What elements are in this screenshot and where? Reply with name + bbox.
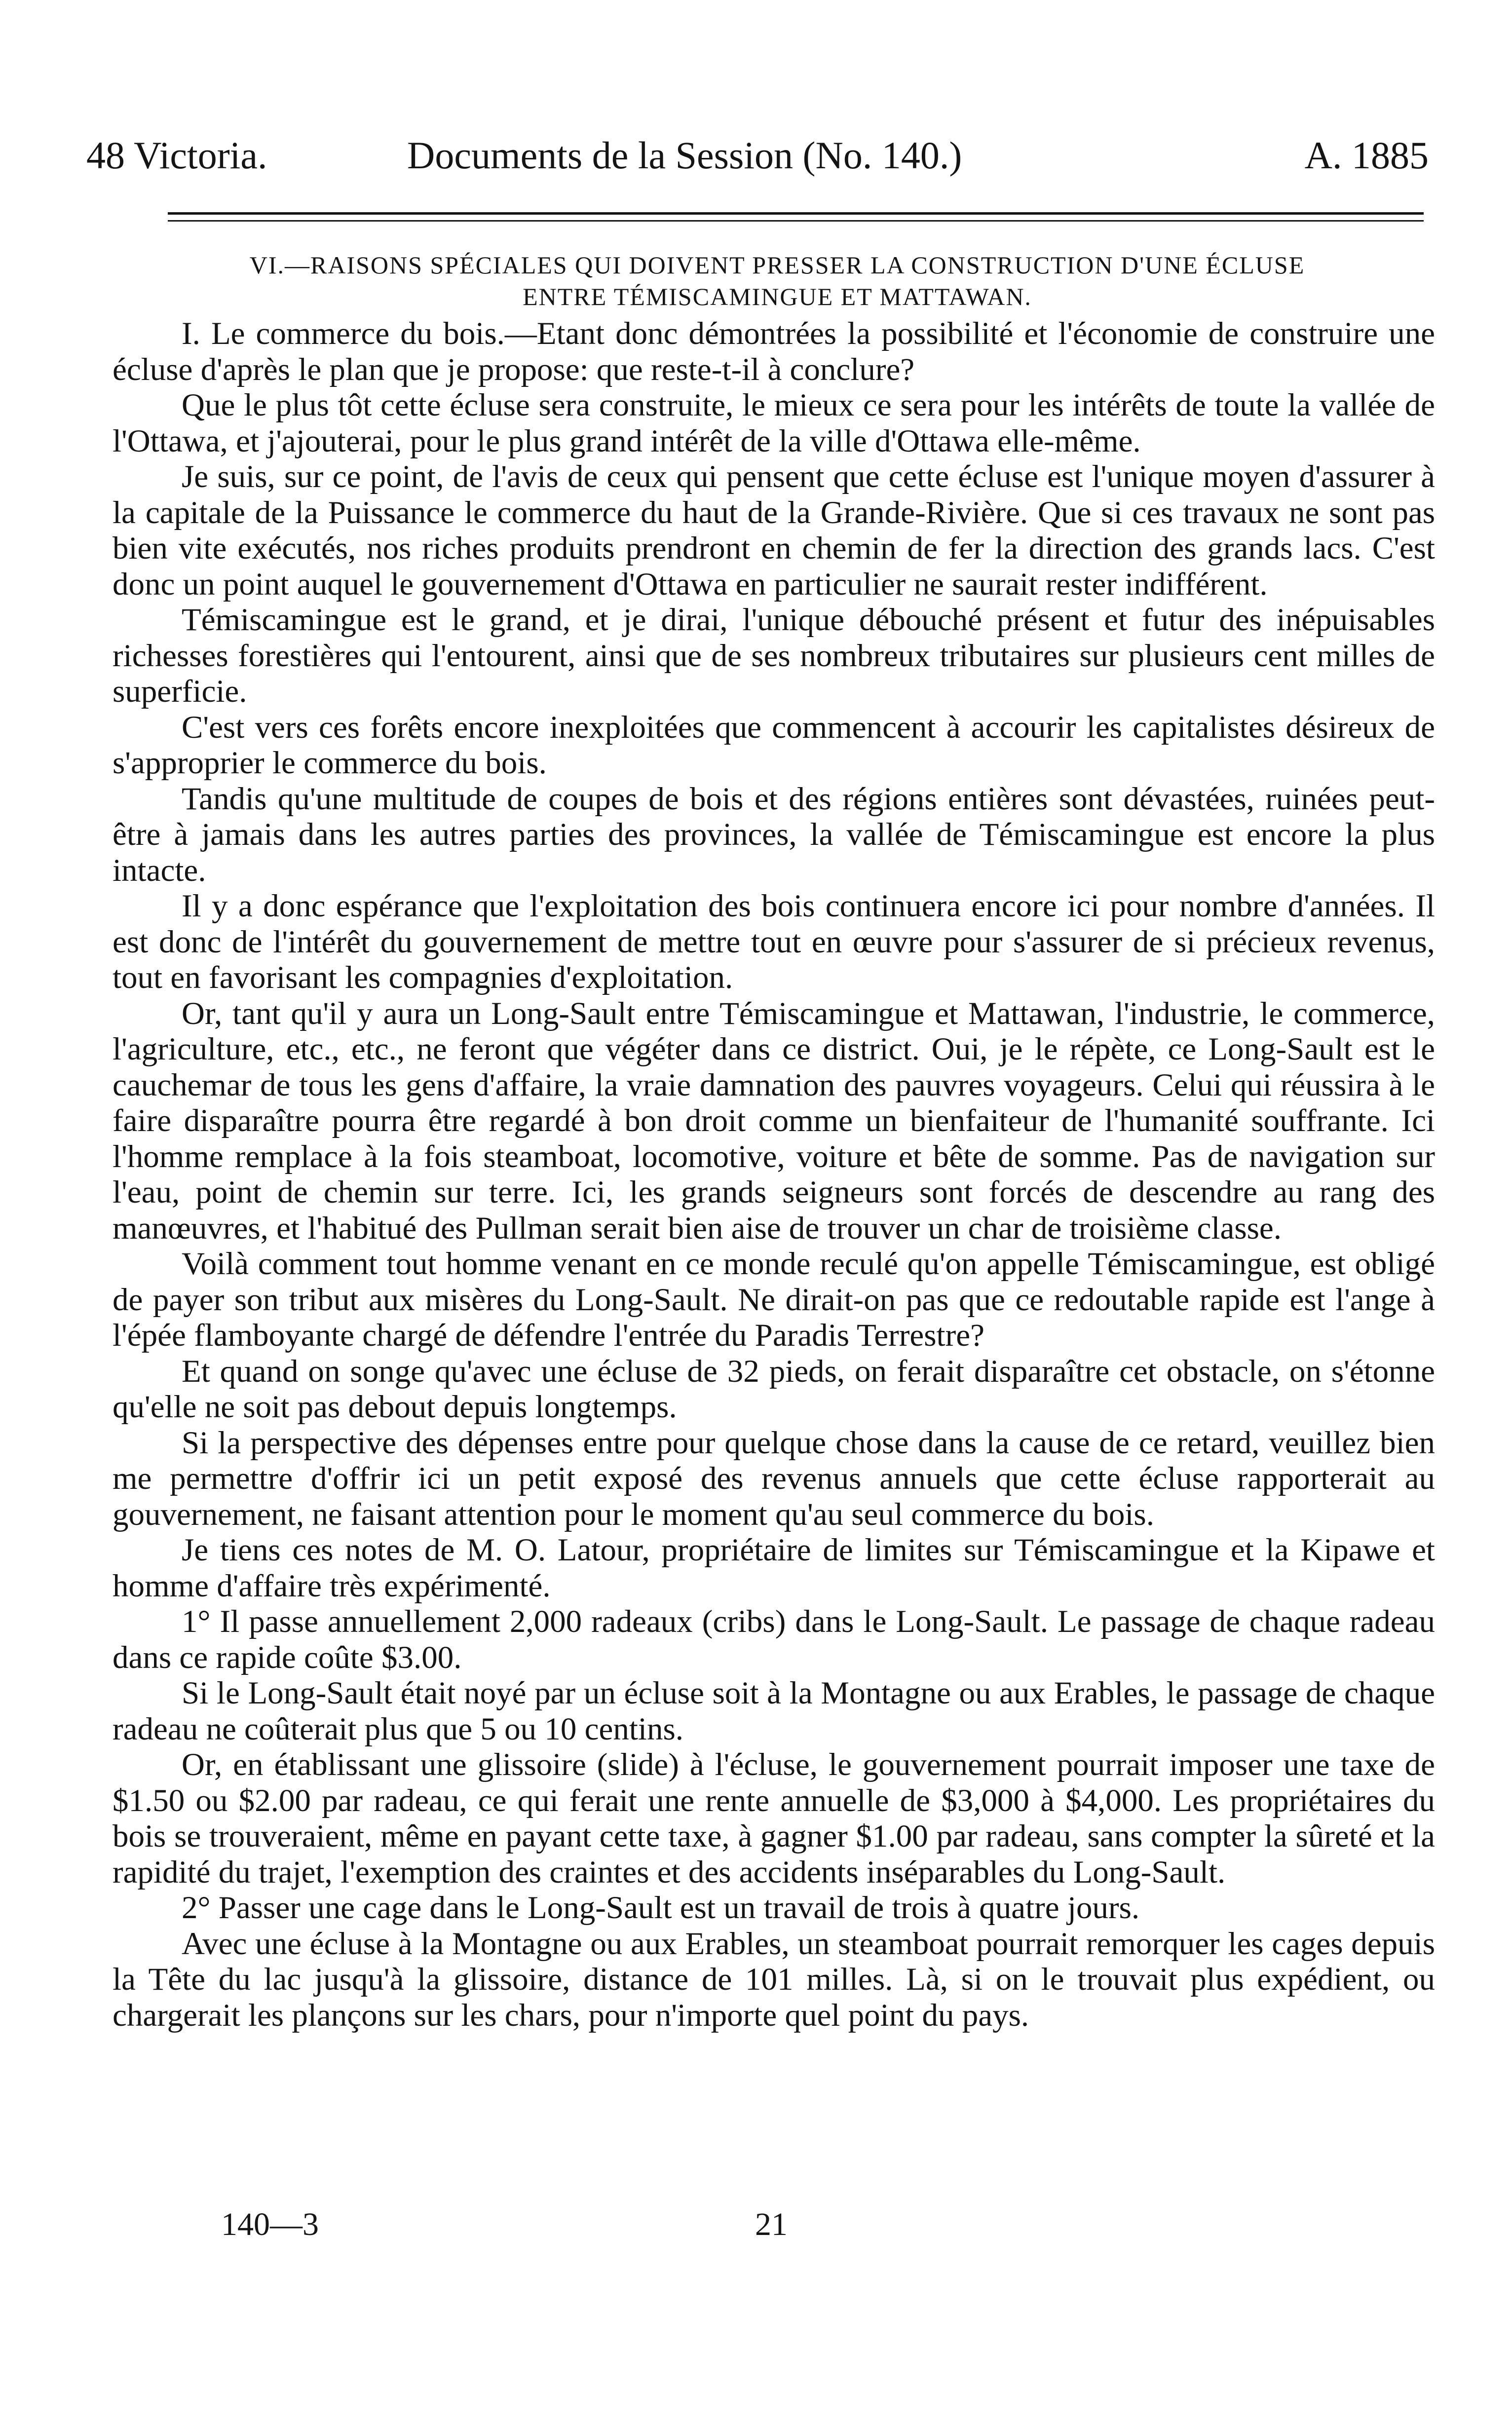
paragraph: C'est vers ces forêts encore inexploitées que commencent à accourir les capitalistes désireux de s'approprier le commerce du bois. bbox=[113, 709, 1435, 781]
paragraph: Il y a donc espérance que l'exploitation des bois continuera encore ici pour nombre d'années. Il est donc de l'intérêt du gouvernement de mettre tout en œuvre pour s'assurer de si précieux revenus, tout en favorisant les compagnies d'exploitation. bbox=[113, 888, 1435, 995]
paragraph: Je tiens ces notes de M. O. Latour, propriétaire de limites sur Témiscamingue et la Kipawe et homme d'affaire très expérimenté. bbox=[113, 1532, 1435, 1604]
paragraph: Or, en établissant une glissoire (slide) à l'écluse, le gouvernement pourrait imposer une taxe de $1.50 ou $2.00 par radeau, ce qui ferait une rente annuelle de $3,000 à $4,000. Les propriétaires du bois se trouveraient, même en payant cette taxe, à gagner $1.00 par radeau, sans compter la sûreté et la rapidité du trajet, l'exemption des craintes et des accidents inséparables du Long-Sault. bbox=[113, 1747, 1435, 1890]
header-rule-thin bbox=[168, 220, 1424, 222]
paragraph: Voilà comment tout homme venant en ce monde reculé qu'on appelle Témiscamingue, est obligé de payer son tribut aux misères du Long-Sault. Ne dirait-on pas que ce redoutable rapide est l'ange à l'épée flamboyante chargé de défendre l'entrée du Paradis Terrestre? bbox=[113, 1246, 1435, 1353]
year-label: A. 1885 bbox=[1304, 134, 1429, 177]
page-header bbox=[86, 133, 1429, 192]
paragraph: Si la perspective des dépenses entre pour quelque chose dans la cause de ce retard, veuillez bien me permettre d'offrir ici un petit exposé des revenus annuels que cette écluse rapporterait au gouvernement, ne faisant attention pour le moment qu'au seul commerce du bois. bbox=[113, 1425, 1435, 1532]
paragraph: Et quand on songe qu'avec une écluse de 32 pieds, on ferait disparaître cet obstacle, on s'étonne qu'elle ne soit pas debout depuis longtemps. bbox=[113, 1353, 1435, 1425]
paragraph: 1° Il passe annuellement 2,000 radeaux (cribs) dans le Long-Sault. Le passage de chaque radeau dans ce rapide coûte $3.00. bbox=[113, 1604, 1435, 1675]
page-number: 21 bbox=[755, 2206, 788, 2242]
paragraph: Tandis qu'une multitude de coupes de bois et des régions entières sont dévastées, ruinées peut-être à jamais dans les autres parties des provinces, la vallée de Témiscamingue est encore la plus intacte. bbox=[113, 781, 1435, 888]
paragraph: Que le plus tôt cette écluse sera construite, le mieux ce sera pour les intérêts de toute la vallée de l'Ottawa, et j'ajouterai, pour le plus grand intérêt de la ville d'Ottawa elle-même. bbox=[113, 387, 1435, 459]
printer-signature: 140—3 bbox=[221, 2206, 319, 2242]
header-rule-thick bbox=[168, 212, 1424, 215]
section-title-line-2: ENTRE TÉMISCAMINGUE ET MATTAWAN. bbox=[523, 283, 1032, 310]
section-title-line-1: VI.—RAISONS SPÉCIALES QUI DOIVENT PRESSER LA CONSTRUCTION D'UNE ÉCLUSE bbox=[249, 251, 1305, 279]
paragraph: Témiscamingue est le grand, et je dirai, l'unique débouché présent et futur des inépuisables richesses forestières qui l'entourent, ainsi que de ses nombreux tributaires sur plusieurs cent milles de superficie. bbox=[113, 602, 1435, 709]
paragraph: 2° Passer une cage dans le Long-Sault est un travail de trois à quatre jours. bbox=[182, 1890, 1140, 1926]
paragraph: I. Le commerce du bois.—Etant donc démontrées la possibilité et l'économie de construire une écluse d'après le plan que je propose: que reste-t-il à conclure? bbox=[113, 316, 1435, 387]
paragraph: Avec une écluse à la Montagne ou aux Erables, un steamboat pourrait remorquer les cages depuis la Tête du lac jusqu'à la glissoire, distance de 101 milles. Là, si on le trouvait plus expédient, ou chargerait les plançons sur les chars, pour n'importe quel point du pays. bbox=[113, 1926, 1435, 2033]
paragraph: Si le Long-Sault était noyé par un écluse soit à la Montagne ou aux Erables, le passage de chaque radeau ne coûterait plus que 5 ou 10 centins. bbox=[113, 1675, 1435, 1747]
paragraph: Je suis, sur ce point, de l'avis de ceux qui pensent que cette écluse est l'unique moyen d'assurer à la capitale de la Puissance le commerce du haut de la Grande-Rivière. Que si ces travaux ne sont pas bien vite exécutés, nos riches produits prendront en chemin de fer la direction des grands lacs. C'est donc un point auquel le gouvernement d'Ottawa en particulier ne saurait rester indifférent. bbox=[113, 459, 1435, 602]
section-title bbox=[138, 249, 1416, 312]
paragraph: Or, tant qu'il y aura un Long-Sault entre Témiscamingue et Mattawan, l'industrie, le commerce, l'agriculture, etc., etc., ne feront que végéter dans ce district. Oui, je le répète, ce Long-Sault est le cauchemar de tous les gens d'affaire, la vraie damnation des pauvres voyageurs. Celui qui réussira à le faire disparaître pourra être regardé à bon droit comme un bienfaiteur de l'humanité souffrante. Ici l'homme remplace à la fois steamboat, locomotive, voiture et bête de somme. Pas de navigation sur l'eau, point de chemin sur terre. Ici, les grands seigneurs sont forcés de descendre au rang des manœuvres, et l'habitué des Pullman serait bien aise de trouver un char de troisième classe. bbox=[113, 995, 1435, 1246]
session-label: 48 Victoria. bbox=[86, 134, 267, 177]
body-text bbox=[113, 316, 1435, 2033]
document-title: Documents de la Session (No. 140.) bbox=[407, 134, 962, 177]
page-footer bbox=[0, 2206, 1512, 2250]
